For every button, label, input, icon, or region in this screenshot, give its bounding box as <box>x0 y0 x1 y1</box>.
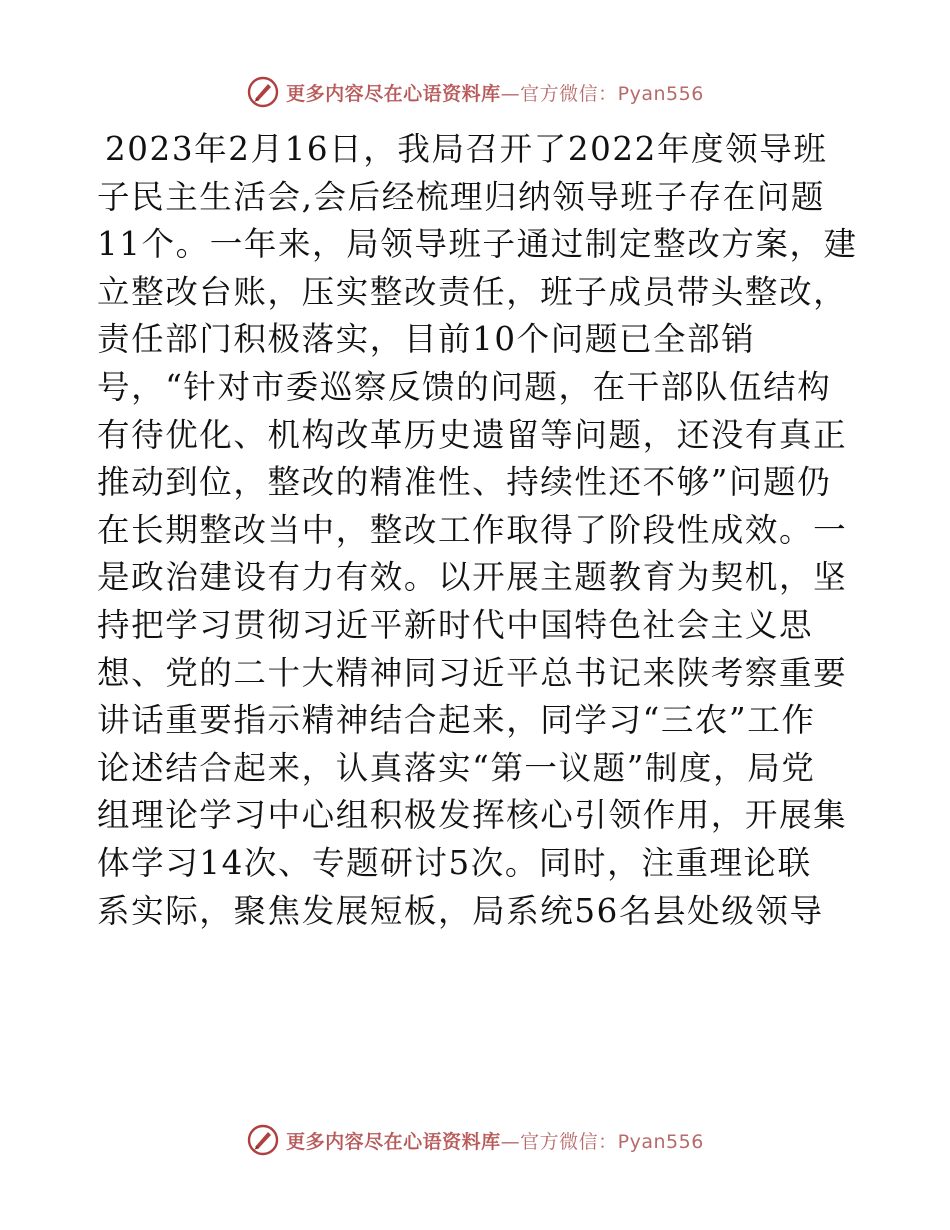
body-line: 号，“针对市委巡察反馈的问题，在干部队伍结构 <box>97 367 832 406</box>
footer-watermark-text: 更多内容尽在心语资料库—官方微信：Pyan556 <box>286 1130 704 1153</box>
body-line: 组理论学习中心组积极发挥核心引领作用，开展集 <box>97 796 848 835</box>
document-body <box>97 126 857 935</box>
body-line: 是政治建设有力有效。以开展主题教育为契机，坚 <box>97 558 848 597</box>
body-line: 系实际，聚焦发展短板，局系统56名县处级领导 <box>97 891 824 930</box>
body-line: 在长期整改当中，整改工作取得了阶段性成效。一 <box>97 510 848 549</box>
footer-watermark-banner <box>0 1120 950 1160</box>
body-line: 体学习14次、专题研讨5次。同时，注重理论联 <box>97 843 812 882</box>
header-watermark-text: 更多内容尽在心语资料库—官方微信：Pyan556 <box>286 82 704 105</box>
body-line: 推动到位，整改的精准性、持续性还不够”问题仍 <box>97 463 832 502</box>
body-line: 讲话重要指示精神结合起来，同学习“三农”工作 <box>97 701 816 740</box>
body-line: 立整改台账，压实整改责任，班子成员带头整改， <box>97 272 848 311</box>
body-line: 有待优化、机构改革历史遗留等问题，还没有真正 <box>97 415 848 454</box>
pen-seal-logo-icon <box>246 1123 280 1157</box>
body-line: 论述结合起来，认真落实“第一议题”制度，局党 <box>97 748 816 787</box>
body-line: 子民主生活会,会后经梳理归纳领导班子存在问题 <box>97 177 826 216</box>
body-line: 想、党的二十大精神同习近平总书记来陕考察重要 <box>97 653 848 692</box>
body-line: 2023年2月16日，我局召开了2022年度领导班 <box>105 130 828 168</box>
body-line: 持把学习贯彻习近平新时代中国特色社会主义思 <box>97 605 814 644</box>
header-watermark-banner <box>0 72 950 112</box>
pen-seal-logo-icon <box>246 75 280 109</box>
body-line: 责任部门积极落实，目前10个问题已全部销 <box>97 320 756 359</box>
body-line: 11个。一年来，局领导班子通过制定整改方案，建 <box>97 225 858 264</box>
